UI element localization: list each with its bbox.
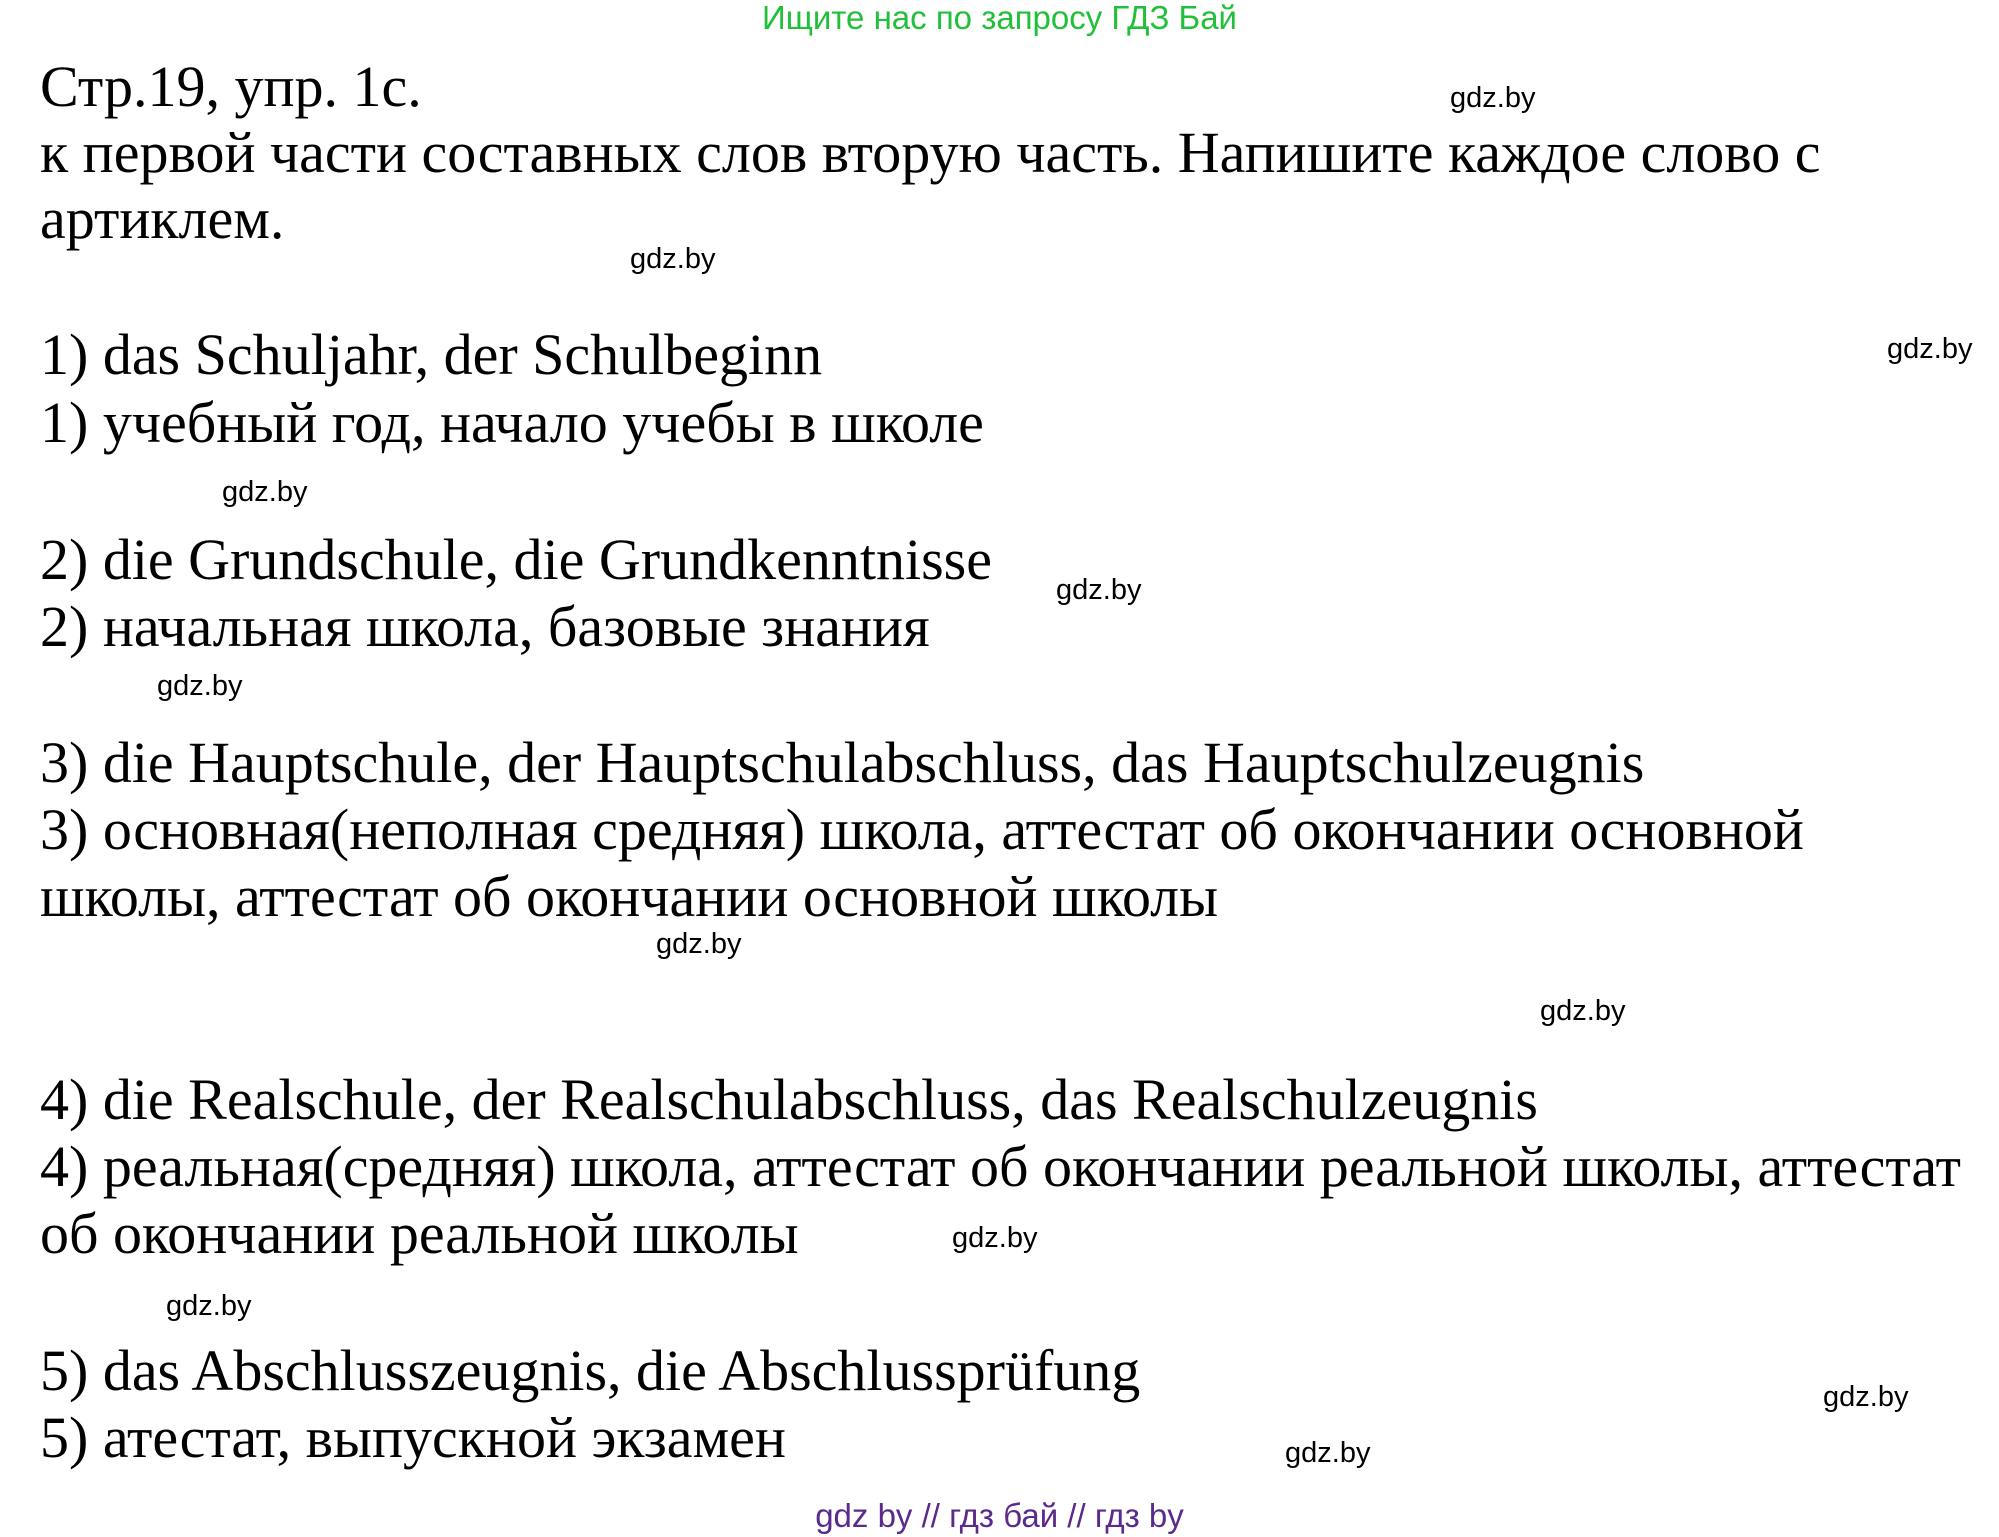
item-2-russian: 2) начальная школа, базовые знания — [40, 594, 930, 659]
watermark: gdz.by — [157, 670, 243, 702]
watermark: gdz.by — [1540, 995, 1626, 1027]
instruction-line-1: к первой части составных слов вторую часть. Напишите каждое слово с — [40, 120, 1821, 185]
search-banner: Ищите нас по запросу ГДЗ Бай — [762, 0, 1237, 36]
page-heading: Стр.19, упр. 1с. — [40, 54, 422, 119]
watermark: gdz.by — [630, 243, 716, 275]
watermark: gdz.by — [1056, 574, 1142, 606]
watermark: gdz.by — [952, 1222, 1038, 1254]
item-3-russian-line-1: 3) основная(неполная средняя) школа, аттестат об окончании основной — [40, 797, 1804, 862]
item-3-russian-line-2: школы, аттестат об окончании основной школы — [40, 864, 1219, 929]
watermark: gdz.by — [656, 928, 742, 960]
item-5-german: 5) das Abschlusszeugnis, die Abschlussprüfung — [40, 1338, 1141, 1403]
watermark: gdz.by — [1450, 82, 1536, 114]
item-4-russian-line-1: 4) реальная(средняя) школа, аттестат об окончании реальной школы, аттестат — [40, 1134, 1961, 1199]
item-1-russian: 1) учебный год, начало учебы в школе — [40, 390, 984, 455]
item-3-german: 3) die Hauptschule, der Hauptschulabschluss, das Hauptschulzeugnis — [40, 730, 1645, 795]
item-4-german: 4) die Realschule, der Realschulabschluss, das Realschulzeugnis — [40, 1067, 1538, 1132]
watermark: gdz.by — [1285, 1437, 1371, 1469]
watermark: gdz.by — [166, 1290, 252, 1322]
watermark: gdz.by — [222, 476, 308, 508]
item-4-russian-line-2: об окончании реальной школы — [40, 1201, 799, 1266]
item-1-german: 1) das Schuljahr, der Schulbeginn — [40, 322, 823, 387]
item-2-german: 2) die Grundschule, die Grundkenntnisse — [40, 527, 992, 592]
footer-links: gdz by // гдз бай // гдз by — [815, 1497, 1184, 1534]
instruction-line-2: артиклем. — [40, 186, 285, 251]
watermark: gdz.by — [1887, 333, 1973, 365]
item-5-russian: 5) атестат, выпускной экзамен — [40, 1405, 786, 1470]
watermark: gdz.by — [1823, 1381, 1909, 1413]
